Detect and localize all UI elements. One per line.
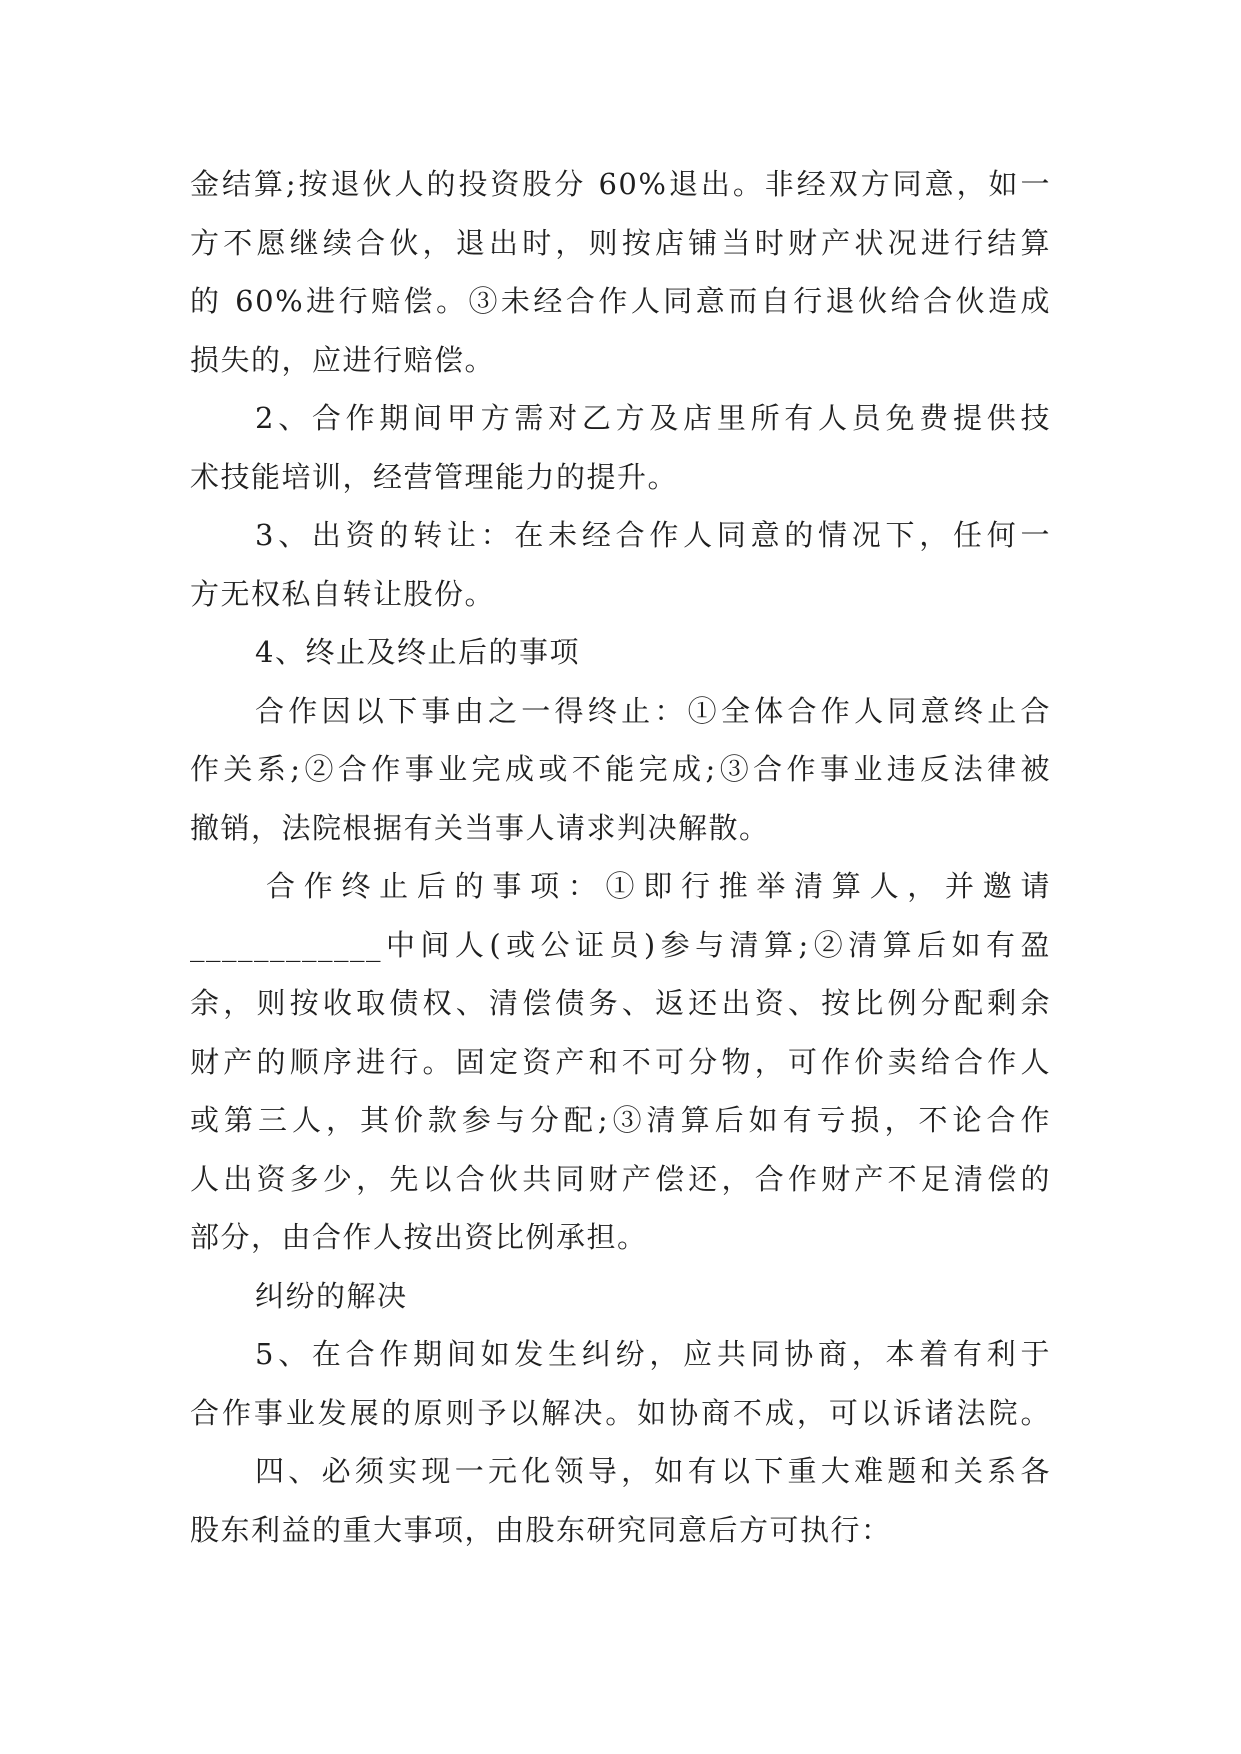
text-line: 四、必须实现一元化领导，如有以下重大难题和关系各 [255,1454,1051,1488]
text-line: 方无权私自转让股份。 [190,576,496,611]
text-line: 余，则按收取债权、清偿债务、返还出资、按比例分配剩余 [190,986,1051,1020]
text-line: 术技能培训，经营管理能力的提升。 [190,459,679,494]
text-line: 5、在合作期间如发生纠纷，应共同协商，本着有利于 [255,1337,1051,1371]
paragraph [190,1325,1051,1442]
text-line: 方不愿继续合伙，退出时，则按店铺当时财产状况进行结算 [190,225,1051,260]
section-heading [190,623,1051,682]
text-line: 合作事业发展的原则予以解决。如协商不成，可以诉诸法院。 [190,1395,1051,1430]
paragraph [190,1442,1051,1559]
text-line: 或第三人，其价款参与分配;③清算后如有亏损，不论合作 [190,1103,1051,1137]
text-line: 合作终止后的事项：①即行推举清算人，并邀请 [266,869,1051,903]
text-line: 3、出资的转让：在未经合作人同意的情况下，任何一 [255,518,1051,552]
text-line: 股东利益的重大事项，由股东研究同意后方可执行： [190,1512,892,1547]
paragraph [190,389,1051,506]
paragraph [190,682,1051,858]
text-line: 部分，由合作人按出资比例承担。 [190,1220,648,1254]
paragraph [190,506,1051,623]
text-line: 撤销，法院根据有关当事人请求判决解散。 [190,810,770,845]
text-line: 2、合作期间甲方需对乙方及店里所有人员免费提供技 [255,401,1051,435]
document-body [190,155,1051,1559]
text-line: 金结算;按退伙人的投资股分 60%退出。非经双方同意，如一 [190,167,1051,201]
text-line: 纠纷的解决 [255,1278,408,1313]
text-line-with-blank: ____________中间人(或公证员)参与清算;②清算后如有盈 [190,927,1051,962]
text-line: 财产的顺序进行。固定资产和不可分物，可作价卖给合作人 [190,1044,1051,1079]
section-heading [190,1267,1051,1326]
paragraph [190,155,1051,389]
text-line: 人出资多少，先以合伙共同财产偿还，合作财产不足清偿的 [190,1161,1051,1196]
paragraph [190,857,1051,1267]
text-line: 的 60%进行赔偿。③未经合作人同意而自行退伙给合伙造成 [190,284,1051,318]
text-line: 4、终止及终止后的事项 [255,635,580,669]
text-line: 合作因以下事由之一得终止：①全体合作人同意终止合 [255,693,1051,728]
text-line: 损失的，应进行赔偿。 [190,342,496,377]
text-line: 作关系;②合作事业完成或不能完成;③合作事业违反法律被 [190,752,1051,786]
